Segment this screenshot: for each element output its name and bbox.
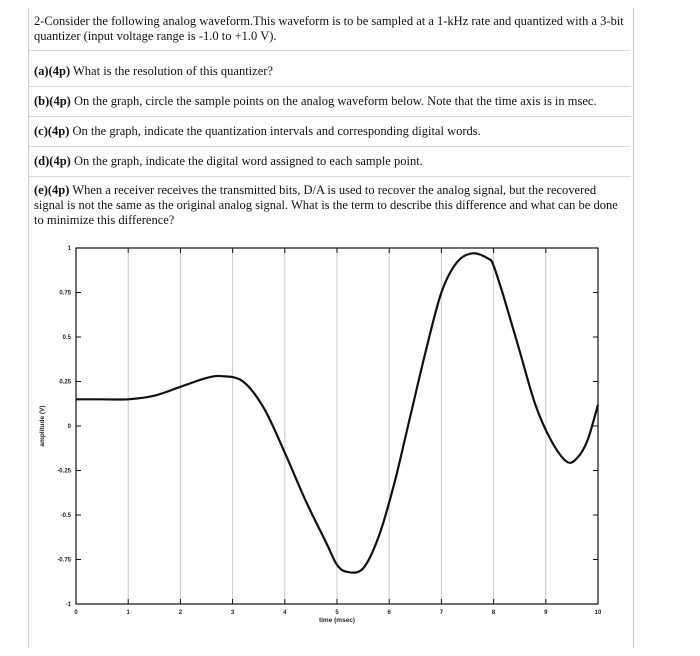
part-c-label: (c)(4p): [34, 124, 70, 138]
x-tick-labels: [74, 610, 602, 616]
x-tick-label: 1: [126, 610, 130, 616]
x-tick-label: 2: [178, 610, 183, 616]
part-e-text: When a receiver receives the transmitted bits, D/A is used to recover the analog signal, but the recovered signal is not the same as the original analog signal. What is the term to describe this difference and what can be done to minimize this difference?: [34, 183, 618, 227]
y-tick-labels: [57, 246, 71, 608]
y-tick-label: 0.25: [59, 379, 71, 386]
part-b-text: On the graph, circle the sample points on the analog waveform below. Note that the time axis is in msec.: [70, 94, 597, 108]
part-e-label: (e)(4p): [34, 183, 70, 197]
y-axis-label: amplitude (V): [39, 405, 46, 447]
part-b-label: (b)(4p): [34, 94, 71, 108]
part-c-text: On the graph, indicate the quantization intervals and corresponding digital words.: [69, 124, 481, 138]
x-tick-label: 0: [74, 610, 78, 616]
x-tick-label: 7: [439, 610, 444, 616]
part-a-label: (a)(4p): [34, 64, 71, 78]
part-a-text: What is the resolution of this quantizer?: [70, 64, 273, 78]
x-tick-label: 9: [544, 610, 548, 616]
grid: [128, 248, 546, 604]
y-tick-label: 0: [67, 424, 71, 430]
x-tick-label: 5: [335, 610, 339, 616]
part-d-text: On the graph, indicate the digital word assigned to each sample point.: [70, 154, 423, 168]
y-tick-label: -0.5: [60, 513, 71, 519]
x-tick-label: 6: [387, 610, 391, 616]
x-tick-label: 4: [283, 610, 287, 616]
part-d-label: (d)(4p): [34, 154, 71, 168]
y-tick-label: -0.25: [57, 468, 71, 475]
question-intro-text: 2-Consider the following analog waveform.This waveform is to be sampled at a 1-kHz rate and quantized with a 3-bit quantizer (input voltage range is -1.0 to +1.0 V).: [34, 14, 624, 43]
x-tick-label: 8: [491, 610, 496, 616]
y-tick-label: 0.75: [59, 290, 71, 297]
y-tick-label: -0.75: [57, 557, 71, 564]
y-tick-label: -1: [65, 602, 71, 608]
x-axis-label: time (msec): [318, 617, 356, 624]
y-tick-label: 1: [67, 246, 71, 252]
y-tick-label: 0.5: [62, 335, 71, 341]
x-tick-label: 10: [594, 610, 602, 616]
x-tick-label: 3: [230, 610, 235, 616]
